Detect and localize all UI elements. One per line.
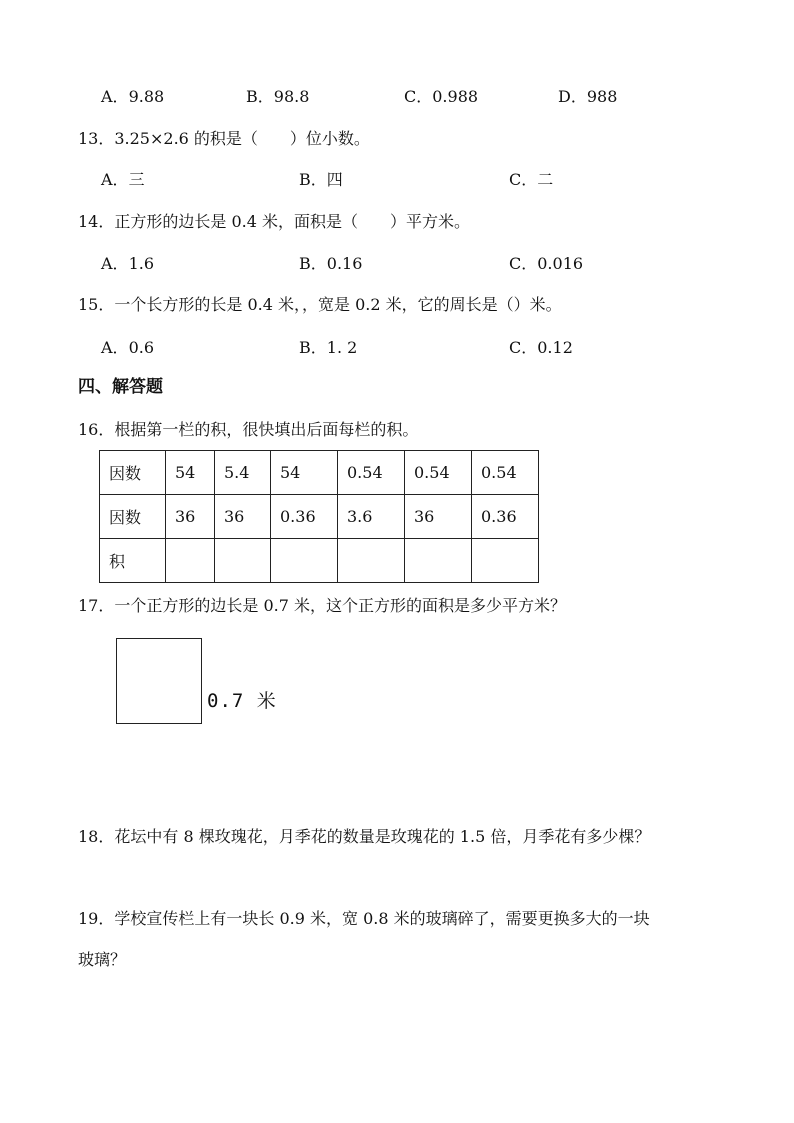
q16-stem: 16．根据第一栏的积，很快填出后面每栏的积。	[78, 420, 419, 439]
q12-option-b: B．98.8	[246, 87, 310, 106]
q19-stem-line1: 19．学校宣传栏上有一块长 0.9 米，宽 0.8 米的玻璃碎了，需要更换多大的一块	[78, 909, 650, 928]
table-cell: 因数	[100, 495, 166, 539]
q13-option-a: A．三	[101, 170, 145, 189]
table-row-factor-2	[100, 495, 539, 539]
q14-option-a: A．1.6	[101, 254, 155, 273]
q13-option-b: B．四	[299, 170, 343, 189]
table-cell: 0.36	[271, 495, 338, 539]
factor-product-table	[99, 450, 539, 583]
answer-cell[interactable]	[271, 539, 338, 583]
square-figure	[116, 638, 202, 724]
table-cell: 54	[271, 451, 338, 495]
table-cell: 36	[405, 495, 472, 539]
table-cell: 0.54	[405, 451, 472, 495]
table-cell: 0.54	[472, 451, 539, 495]
q12-option-d: D．988	[558, 87, 618, 106]
q14-option-b: B．0.16	[299, 254, 363, 273]
answer-cell[interactable]	[215, 539, 271, 583]
section-heading: 四、解答题	[78, 377, 163, 397]
q19-stem-line2: 玻璃？	[78, 950, 127, 969]
square-side-label: 0.7 米	[207, 690, 277, 712]
table-cell: 0.54	[338, 451, 405, 495]
q12-option-a: A．9.88	[101, 87, 165, 106]
table-cell: 因数	[100, 451, 166, 495]
q15-option-a: A．0.6	[101, 338, 155, 357]
answer-cell[interactable]	[166, 539, 215, 583]
table-cell: 积	[100, 539, 166, 583]
q17-stem: 17．一个正方形的边长是 0.7 米，这个正方形的面积是多少平方米？	[78, 596, 566, 615]
table-cell: 54	[166, 451, 215, 495]
q15-option-c: C．0.12	[509, 338, 573, 357]
q14-stem: 14．正方形的边长是 0.4 米，面积是（ ）平方米。	[78, 212, 470, 231]
answer-cell[interactable]	[405, 539, 472, 583]
table-row-product	[100, 539, 539, 583]
q12-option-c: C．0.988	[404, 87, 479, 106]
q15-stem: 15．一个长方形的长是 0.4 米，，宽是 0.2 米，它的周长是（）米。	[78, 295, 562, 314]
table-cell: 3.6	[338, 495, 405, 539]
answer-cell[interactable]	[338, 539, 405, 583]
table-cell: 5.4	[215, 451, 271, 495]
q18-stem: 18．花坛中有 8 棵玫瑰花，月季花的数量是玫瑰花的 1.5 倍，月季花有多少棵？	[78, 827, 651, 846]
q13-stem: 13．3.25×2.6 的积是（ ）位小数。	[78, 129, 370, 148]
q13-option-c: C．二	[509, 170, 554, 189]
answer-cell[interactable]	[472, 539, 539, 583]
table-cell: 0.36	[472, 495, 539, 539]
q14-option-c: C．0.016	[509, 254, 584, 273]
q15-option-b: B．1. 2	[299, 338, 358, 357]
table-cell: 36	[166, 495, 215, 539]
table-row-factor-1	[100, 451, 539, 495]
table-cell: 36	[215, 495, 271, 539]
